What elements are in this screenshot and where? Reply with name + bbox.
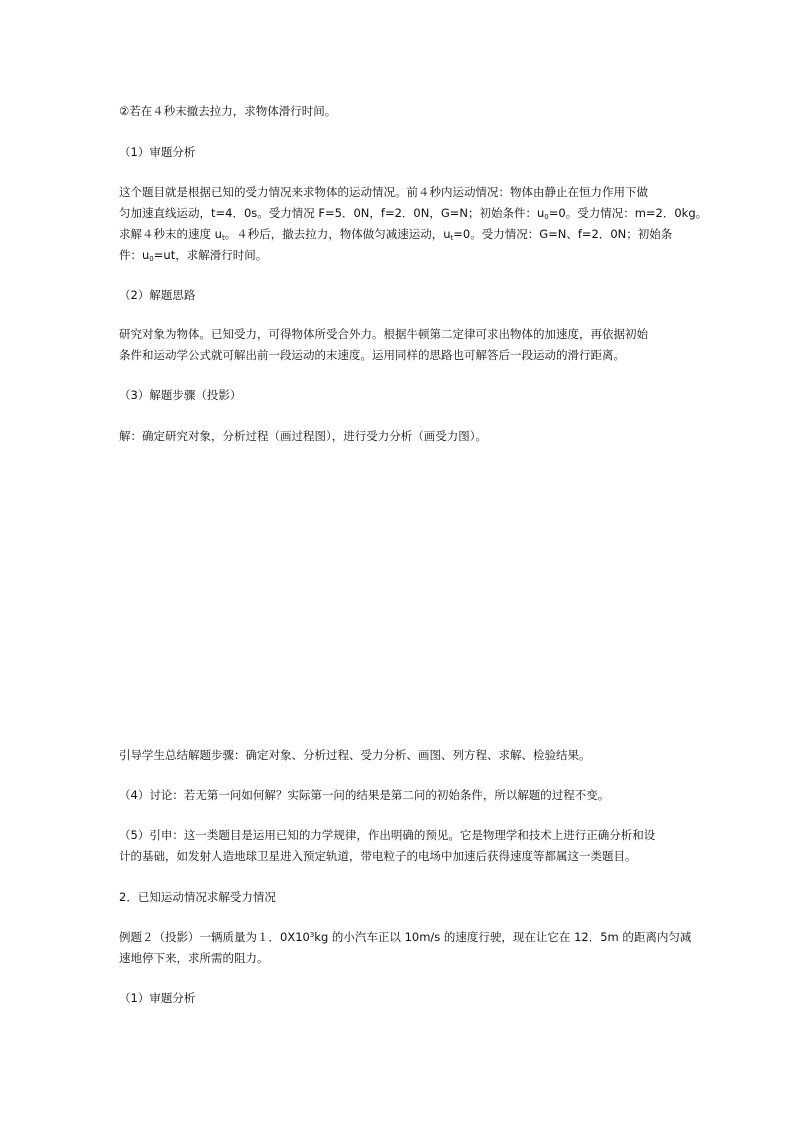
solution-text: 解：确定研究对象，分析过程（画过程图），进行受力分析（画受力图）。 [119,429,487,443]
thinking-line-2: 条件和运动学公式就可解出前一段运动的末速度。运用同样的思路也可解答后一段运动的滑行距离。 [119,348,625,362]
example-2-line-2: 速地停下来，求所需的阻力。 [119,951,269,965]
superscript-3: 3 [309,931,315,939]
analysis-line-3-b: 。４秒后，撤去拉力，物体做匀减速运动，u [224,227,451,241]
example-2-line-1-b: kg 的小汽车正以 10m/s 的速度行驶，现在让它在 12．5m 的距离内匀减 [314,930,692,944]
example-2-line-1-a: 例题２（投影）一辆质量为１．0X10 [119,930,310,944]
extension-line-2: 计的基础，如发射人造地球卫星进入预定轨道，带电粒子的电场中加速后获得速度等都属这一类题目。 [119,849,637,863]
heading-analysis: （1）审题分析 [119,145,196,159]
extension-line-1: （5）引申：这一类题目是运用已知的力学规律，作出明确的预见。它是物理学和技术上进行正确分析和设 [119,828,656,842]
heading-analysis-2: （1）审题分析 [119,991,196,1005]
thinking-line-1: 研究对象为物体。已知受力，可得物体所受合外力。根据牛顿第二定律可求出物体的加速度，再依据初始 [119,327,648,341]
discussion-text: （4）讨论：若无第一问如何解？实际第一问的结果是第二问的初始条件，所以解题的过程不变。 [119,788,610,802]
heading-thinking: （2）解题思路 [119,288,196,302]
subscript-t-2: t [450,234,454,242]
question-2: ②若在４秒末撤去拉力，求物体滑行时间。 [119,104,337,118]
analysis-line-3-c: =0。受力情况：G=N、f=2．0N；初始条 [453,227,673,241]
guide-text: 引导学生总结解题步骤：确定对象、分析过程、受力分析、画图、列方程、求解、检验结果。 [119,748,591,762]
analysis-line-4 [119,243,679,267]
analysis-line-2-end: =0。受力情况：m=2．0kg。 [548,206,708,220]
analysis-line-4-b: =ut，求解滑行时间。 [153,248,268,262]
analysis-line-4-a: 件：u [119,248,150,262]
analysis-line-1: 这个题目就是根据已知的受力情况来求物体的运动情况。前４秒内运动情况：物体由静止在恒力作用下做 [119,185,648,199]
subscript-0-2: 0 [149,255,154,263]
heading-steps: （3）解题步骤（投影） [119,388,242,402]
analysis-line-3-a: 求解４秒末的速度 u [119,227,222,241]
subscript-t: t [221,234,225,242]
section-2-title: 2．已知运动情况求解受力情况 [119,890,276,904]
analysis-line-2-text: 匀加速直线运动，t=4．0s。受力情况 F=5．0N，f=2．0N，G=N；初始条件：u [119,206,545,220]
subscript-0: 0 [544,213,549,221]
